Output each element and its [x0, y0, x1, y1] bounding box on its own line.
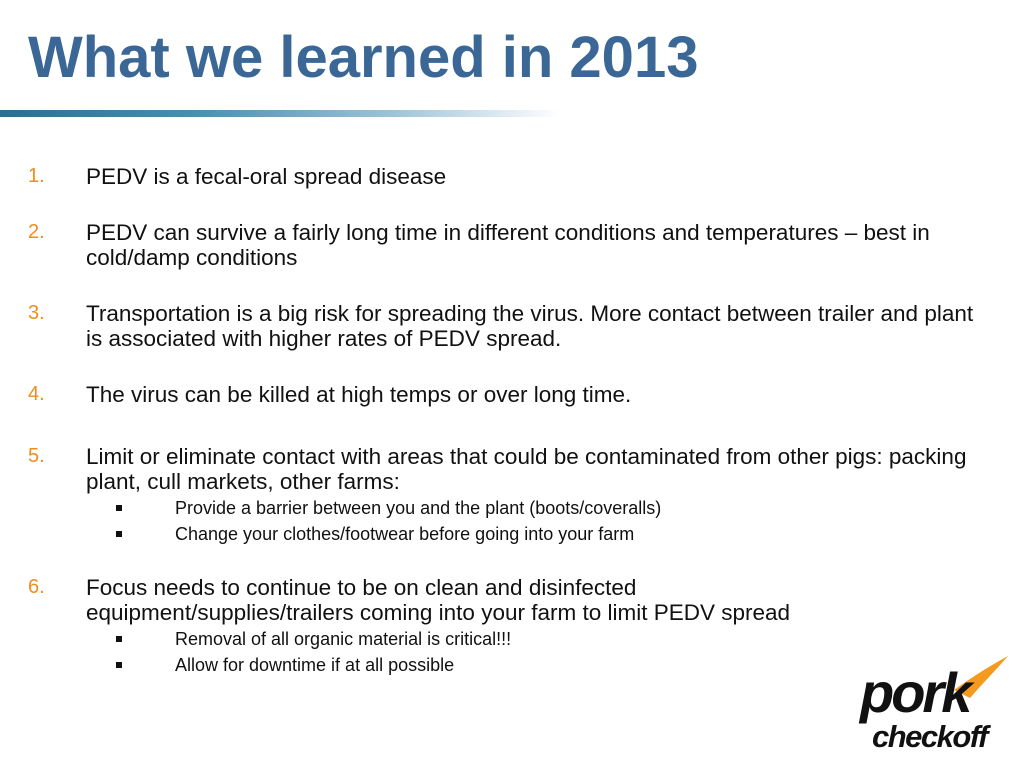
square-bullet-icon — [116, 662, 122, 668]
item-text: Transportation is a big risk for spreading the virus. More contact between trailer and plant is associated with higher rates of PEDV spread. — [86, 301, 974, 351]
sub-list-item — [116, 523, 996, 545]
item-number: 3. — [28, 302, 45, 324]
item-text: PEDV can survive a fairly long time in different conditions and temperatures – best in cold/damp conditions — [86, 220, 930, 270]
logo-word-pork: pork — [860, 661, 970, 724]
sub-item-text: Allow for downtime if at all possible — [175, 655, 455, 675]
logo-word-checkoff: checkoff — [872, 719, 987, 754]
square-bullet-icon — [116, 505, 122, 511]
sub-list-item — [116, 628, 996, 650]
list-item — [28, 301, 998, 351]
sub-list-item — [116, 497, 996, 519]
list-item — [28, 382, 998, 407]
list-item — [28, 220, 998, 270]
item-number: 5. — [28, 445, 45, 467]
sub-item-text: Change your clothes/footwear before going into your farm — [175, 524, 635, 544]
item-text: The virus can be killed at high temps or over long time. — [86, 382, 632, 407]
list-item — [28, 164, 998, 189]
title-underline — [0, 110, 560, 117]
square-bullet-icon — [116, 531, 122, 537]
slide-title: What we learned in 2013 — [28, 25, 699, 90]
item-text: PEDV is a fecal-oral spread disease — [86, 164, 447, 189]
pork-checkoff-logo — [858, 654, 1010, 754]
sub-item-text: Provide a barrier between you and the plant (boots/coveralls) — [175, 498, 662, 518]
item-text: Focus needs to continue to be on clean and disinfected equipment/supplies/trailers coming into your farm to limit PEDV spread — [86, 575, 791, 625]
list-item — [28, 444, 998, 494]
item-number: 2. — [28, 221, 45, 243]
item-number: 4. — [28, 383, 45, 405]
item-number: 1. — [28, 165, 45, 187]
item-number: 6. — [28, 576, 45, 598]
item-text: Limit or eliminate contact with areas that could be contaminated from other pigs: packing plant, cull markets, other farms: — [86, 444, 967, 494]
list-item — [28, 575, 998, 625]
square-bullet-icon — [116, 636, 122, 642]
sub-item-text: Removal of all organic material is critical!!! — [175, 629, 512, 649]
